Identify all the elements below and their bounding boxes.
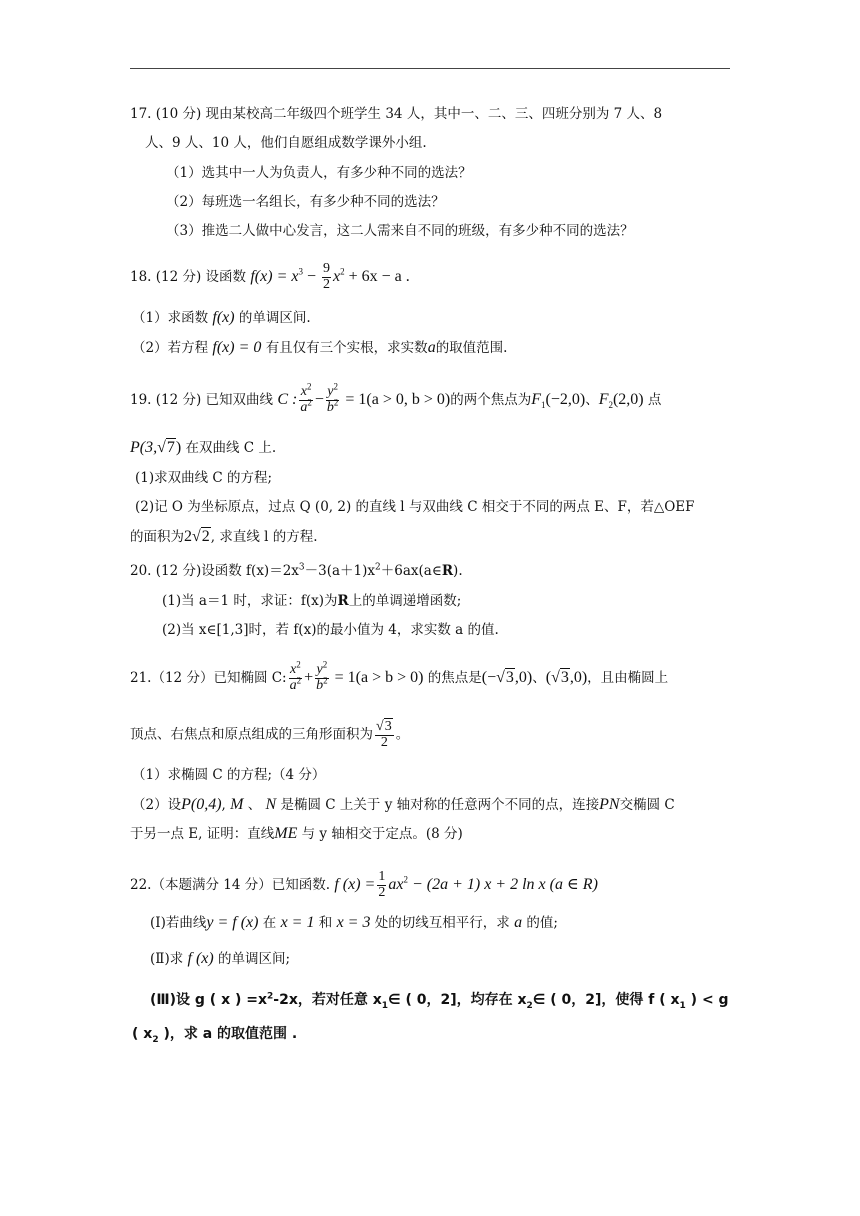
q21-stem: 21.（12 分）已知椭圆 C: $\frac{x^2}{a^2}$ + $\frac{y^2}{b^2}$ = 1(a > b > 0) 的焦点是(−√3,0)、(√3,0)，且由椭圆上 [130,659,669,693]
q17-part2: （2）每班选一名组长，有多少种不同的选法？ [166,194,445,210]
q22-part1: (Ⅰ)若曲线y = f (x) 在 x = 1 和 x = 3 处的切线互相平行，求 a 的值; [150,914,558,931]
q18-stem [130,262,410,292]
q18-stem-text: 18. (12 分) 设函数 [130,268,247,285]
q18-formula: $f(x) = x^3$ − $\frac{9}{2}$ $x^2 + 6x - a$ . [250,261,410,292]
q19-part2-cont: 的面积为2√2, 求直线 l 的方程. [130,528,318,545]
q19-part1: (1)求双曲线 C 的方程; [135,470,273,486]
q21-part1: （1）求椭圆 C 的方程;（4 分） [132,767,326,783]
q19-hyperbola-eq: C : $\frac{x^2}{a^2}$ − $\frac{y^2}{b^2}$ = 1(a > 0, b > 0) [277,381,451,415]
q21-part2-cont: 于另一点 E, 证明：直线ME 与 y 轴相交于定点。(8 分) [130,825,463,842]
q22-part3-cont: ( $x_2$ )，求 a 的取值范围 . [132,1026,298,1045]
q17-stem-line1: 17. (10 分) 现由某校高二年级四个班学生 34 人，其中一、二、三、四班分别为 7 人、8 [130,106,663,122]
q19-stem: 19. (12 分) 已知双曲线 C : $\frac{x^2}{a^2}$ − $\frac{y^2}{b^2}$ = 1(a > 0, b > 0)的两个焦点为$F_1(-2,0)$、$F_2(2,0)$ 点 [130,381,662,415]
q17-part3: （3）推选二人做中心发言，这二人需来自不同的班级，有多少种不同的选法？ [166,223,634,239]
q21-part2: （2）设P(0,4), M 、 N 是椭圆 C 上关于 y 轴对称的任意两个不同的点，连接PN交椭圆 C [132,796,675,813]
header-rule [130,68,730,69]
q22-function-eq: f (x) = $\frac{1}{2}$ $ax^2 - (2a + 1) x + 2$ ln x (a ∈ R) [334,869,598,900]
q19-point-line: P(3,√7) 在双曲线 C 上. [130,439,277,456]
q22-part2: (Ⅱ)求 f (x) 的单调区间; [150,950,291,967]
q18-part2: （2）若方程 f(x) = 0 有且仅有三个实根，求实数a的取值范围. [132,339,508,356]
q20-part2: (2)当 x∈[1,3]时，若 f(x)的最小值为 4，求实数 a 的值. [162,622,499,638]
q21-line2: 顶点、右焦点和原点组成的三角形面积为 $\frac{√3}{2}$ 。 [130,719,410,750]
q20-stem: 20. (12 分)设函数 $f(x)=2x^3-3(a+1)x^2+6ax(a\in R)$. [130,562,463,579]
q19-part2: (2)记 O 为坐标原点，过点 Q (0, 2) 的直线 l 与双曲线 C 相交于不同的两点 E、F，若△OEF [135,499,695,515]
q22-part3: (Ⅲ)设 g ( x ) $=x^2-2x$，若对任意 $x_1\in$ ( 0，2]，均存在 $x_2\in$ ( 0，2]，使得 f ( $x_1$ ) < g [150,991,729,1011]
q18-part1: （1）求函数 f(x) 的单调区间. [132,309,311,326]
q17-stem-line2: 人、9 人、10 人，他们自愿组成数学课外小组. [145,135,427,151]
q17-part1: （1）选其中一人为负责人，有多少种不同的选法？ [166,165,472,181]
q22-stem: 22.（本题满分 14 分）已知函数. f (x) = $\frac{1}{2}$ $ax^2 - (2a + 1) x + 2$ ln x (a ∈ R) [130,869,598,900]
q20-part1: (1)当 a＝1 时，求证：f(x)为R上的单调递增函数; [162,593,462,609]
q21-ellipse-eq: $\frac{x^2}{a^2}$ + $\frac{y^2}{b^2}$ = 1(a > b > 0) [289,659,424,693]
